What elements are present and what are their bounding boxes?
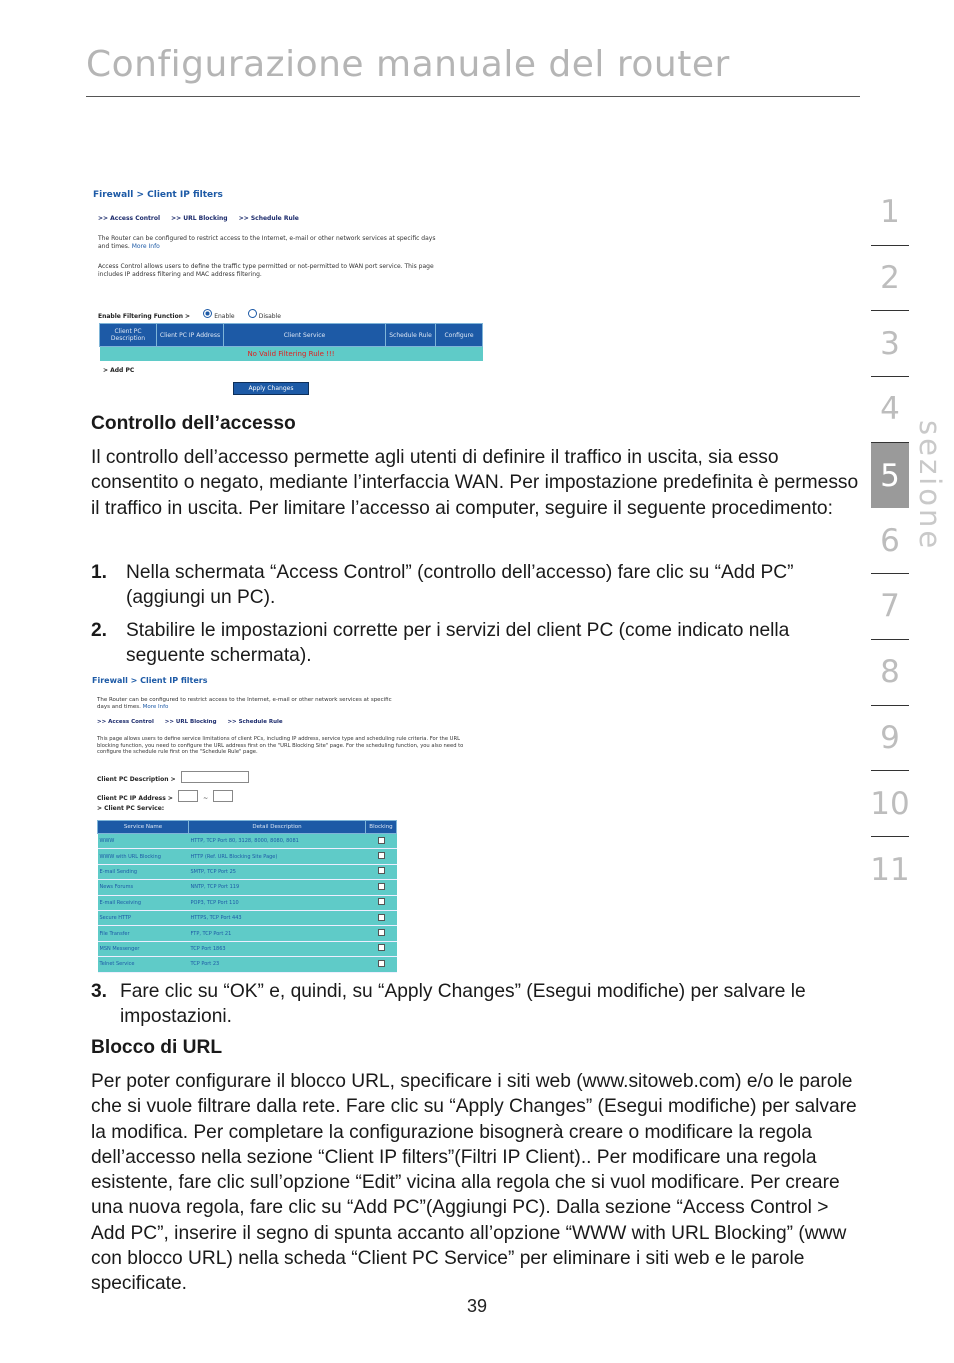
tab-url-blocking[interactable]: >> URL Blocking [164, 719, 217, 725]
service-name: E-mail Receiving [98, 895, 189, 910]
blocking-checkbox[interactable] [378, 867, 385, 874]
section-nav-item-3[interactable]: 3 [871, 311, 909, 377]
table-header-row [98, 821, 397, 834]
blocking-checkbox[interactable] [378, 929, 385, 936]
column-header: Blocking [366, 821, 397, 834]
section-nav-item-9[interactable]: 9 [871, 706, 909, 772]
pc-description-label: Client PC Description > [97, 776, 176, 783]
section-side-label: sezione [913, 420, 947, 552]
breadcrumb: Firewall > Client IP filters [93, 190, 223, 200]
ip-start-input[interactable] [178, 790, 198, 802]
table-row [98, 895, 397, 910]
table-row [98, 849, 397, 864]
tab-access-control[interactable]: >> Access Control [98, 215, 161, 222]
blocking-checkbox[interactable] [378, 883, 385, 890]
blocking-checkbox[interactable] [378, 944, 385, 951]
column-header: Configure [436, 324, 483, 347]
step-number: 2. [91, 620, 108, 641]
url-blocking-paragraph: Per poter configurare il blocco URL, specificare i siti web (www.sitoweb.com) e/o le parole che si vuole filtrare dalla rete. Fare clic su “Apply Changes” (Esegui modifiche) per salvare la modifica. Per completare la configurazione bisognerà creare o modificare la regola dell’accesso nella sezione “Client IP filters”(Filtri IP Client).. Per modificare una regola esistente, fare clic sull’opzione “Edit” vicina alla regola che si vuol modificare. Per creare una nuova regola, fare clic su “Add PC”(Aggiungi PC). Dalla sezione “Access Control > Add PC”, inserire il segno di spunta accanto all’opzione “WWW with URL Blocking” (www con blocco URL) nella scheda “Client PC Service” per eliminare i siti web e le parole specificate. [91, 1071, 857, 1295]
column-header: Client PC IP Address [157, 324, 224, 347]
page-header-title: Configurazione manuale del router [86, 44, 730, 85]
blocking-checkbox[interactable] [378, 837, 385, 844]
table-row [98, 926, 397, 941]
disable-radio[interactable] [248, 309, 257, 318]
table-row [100, 347, 483, 362]
column-header: Service Name [98, 821, 189, 834]
service-name: E-mail Sending [98, 864, 189, 879]
section-nav-item-7[interactable]: 7 [871, 574, 909, 640]
breadcrumb: Firewall > Client IP filters [92, 676, 208, 685]
section-nav-item-11[interactable]: 11 [870, 851, 910, 888]
service-detail: TCP Port 23 [189, 957, 366, 972]
step-number: 1. [91, 562, 108, 583]
list-item [91, 560, 861, 612]
service-name: File Transfer [98, 926, 189, 941]
enable-filtering-label: Enable Filtering Function > [98, 313, 191, 320]
heading-access-control: Controllo dell’accesso [91, 413, 296, 434]
tab-url-blocking[interactable]: >> URL Blocking [171, 215, 228, 222]
service-detail: SMTP, TCP Port 25 [189, 864, 366, 879]
step-text: Fare clic su “OK” e, quindi, su “Apply Changes” (Esegui modifiche) per salvare le impostazioni. [120, 981, 806, 1028]
column-header: Client PC Description [100, 324, 157, 347]
access-control-paragraph: Il controllo dell’accesso permette agli utenti di definire il traffico in uscita, sia esso consentito o negato, mediante l’interfaccia WAN. Per impostazione predefinita è permesso il traffico in uscita. Per limitare l’accesso ai computer, seguire il seguente procedimento: [91, 447, 859, 519]
more-info-link[interactable]: More Info [142, 704, 169, 710]
access-control-description: Access Control allows users to define the traffic type permitted or not-permitted to WAN port service. This page includes IP address filtering and MAC address filtering. [98, 263, 434, 278]
blocking-checkbox[interactable] [378, 852, 385, 859]
section-nav-item-1[interactable]: 1 [871, 180, 909, 246]
section-nav-item-8[interactable]: 8 [871, 640, 909, 706]
service-name: WWW with URL Blocking [98, 849, 189, 864]
section-nav-item-4[interactable]: 4 [871, 377, 909, 443]
column-header: Client Service [224, 324, 386, 347]
description-row [97, 766, 249, 785]
more-info-link[interactable]: More Info [131, 243, 160, 250]
column-header: Schedule Rule [386, 324, 436, 347]
service-name: WWW [98, 834, 189, 849]
ip-row [97, 785, 233, 804]
table-row [98, 880, 397, 895]
client-service-table [97, 820, 397, 973]
enable-radio-label: Enable [214, 313, 235, 320]
apply-changes-button[interactable]: Apply Changes [233, 382, 309, 395]
service-detail: FTP, TCP Port 21 [189, 926, 366, 941]
service-detail: HTTPS, TCP Port 443 [189, 910, 366, 925]
header-divider [86, 96, 860, 97]
ip-end-input[interactable] [213, 790, 233, 802]
table-row [98, 864, 397, 879]
section-nav-item-5-active[interactable]: 5 [871, 443, 909, 509]
step-text: Stabilire le impostazioni corrette per i servizi del client PC (come indicato nella seguente schermata). [126, 620, 790, 667]
list-item [91, 979, 861, 1031]
add-pc-link[interactable]: > Add PC [103, 367, 135, 374]
service-detail: HTTP, TCP Port 80, 3128, 8000, 8080, 8081 [189, 834, 366, 849]
step-number: 3. [91, 981, 108, 1002]
table-row [98, 834, 397, 849]
intro-text: The Router can be configured to restrict access to the Internet, e-mail or other network services at specific days and times. [97, 697, 392, 710]
tab-access-control[interactable]: >> Access Control [97, 719, 154, 725]
blocking-checkbox[interactable] [378, 914, 385, 921]
tab-schedule-rule[interactable]: >> Schedule Rule [227, 719, 283, 725]
service-description: This page allows users to define service limitations of client PCs, including IP address, service type and scheduling rule criteria. For the URL blocking function, you need to configure the URL address first on the "URL Blocking Site" page. For the scheduling function, you also need to configure the schedule rule first on the "Schedule Rule" page. [97, 736, 464, 755]
section-nav-item-6[interactable]: 6 [871, 508, 909, 574]
table-row [98, 957, 397, 972]
blocking-checkbox[interactable] [378, 898, 385, 905]
screenshot-client-pc-service [92, 675, 467, 975]
section-nav-item-10[interactable]: 10 [871, 771, 909, 837]
client-pc-service-label: > Client PC Service: [97, 805, 165, 812]
heading-url-blocking: Blocco di URL [91, 1037, 223, 1058]
screenshot-access-control [93, 188, 488, 398]
column-header: Detail Description [189, 821, 366, 834]
service-detail: POP3, TCP Port 110 [189, 895, 366, 910]
table-row [98, 941, 397, 956]
step-text: Nella schermata “Access Control” (controllo dell’accesso) fare clic su “Add PC” (aggiungi un PC). [126, 562, 794, 609]
section-nav-item-2[interactable]: 2 [871, 246, 909, 312]
ip-range-separator: ~ [203, 795, 209, 802]
list-item [91, 618, 861, 670]
service-name: News Forums [98, 880, 189, 895]
blocking-checkbox[interactable] [378, 960, 385, 967]
service-detail: NNTP, TCP Port 119 [189, 880, 366, 895]
enable-radio[interactable] [203, 309, 212, 318]
service-name: MSN Messenger [98, 941, 189, 956]
section-nav [871, 180, 909, 903]
tab-schedule-rule[interactable]: >> Schedule Rule [238, 215, 299, 222]
pc-description-input[interactable] [181, 771, 249, 783]
service-name: Telnet Service [98, 957, 189, 972]
disable-radio-label: Disable [258, 313, 281, 320]
no-rule-message: No Valid Filtering Rule !!! [100, 347, 483, 362]
table-row [98, 910, 397, 925]
filter-rules-table [99, 323, 483, 361]
table-header-row [100, 324, 483, 347]
service-name: Secure HTTP [98, 910, 189, 925]
page-number: 39 [466, 1296, 488, 1316]
pc-ip-label: Client PC IP Address > [97, 795, 173, 802]
service-detail: HTTP (Ref. URL Blocking Site Page) [189, 849, 366, 864]
intro-text: The Router can be configured to restrict access to the Internet, e-mail or other network services at specific days and times. [98, 235, 436, 250]
service-detail: TCP Port 1863 [189, 941, 366, 956]
filtering-row [98, 303, 281, 322]
